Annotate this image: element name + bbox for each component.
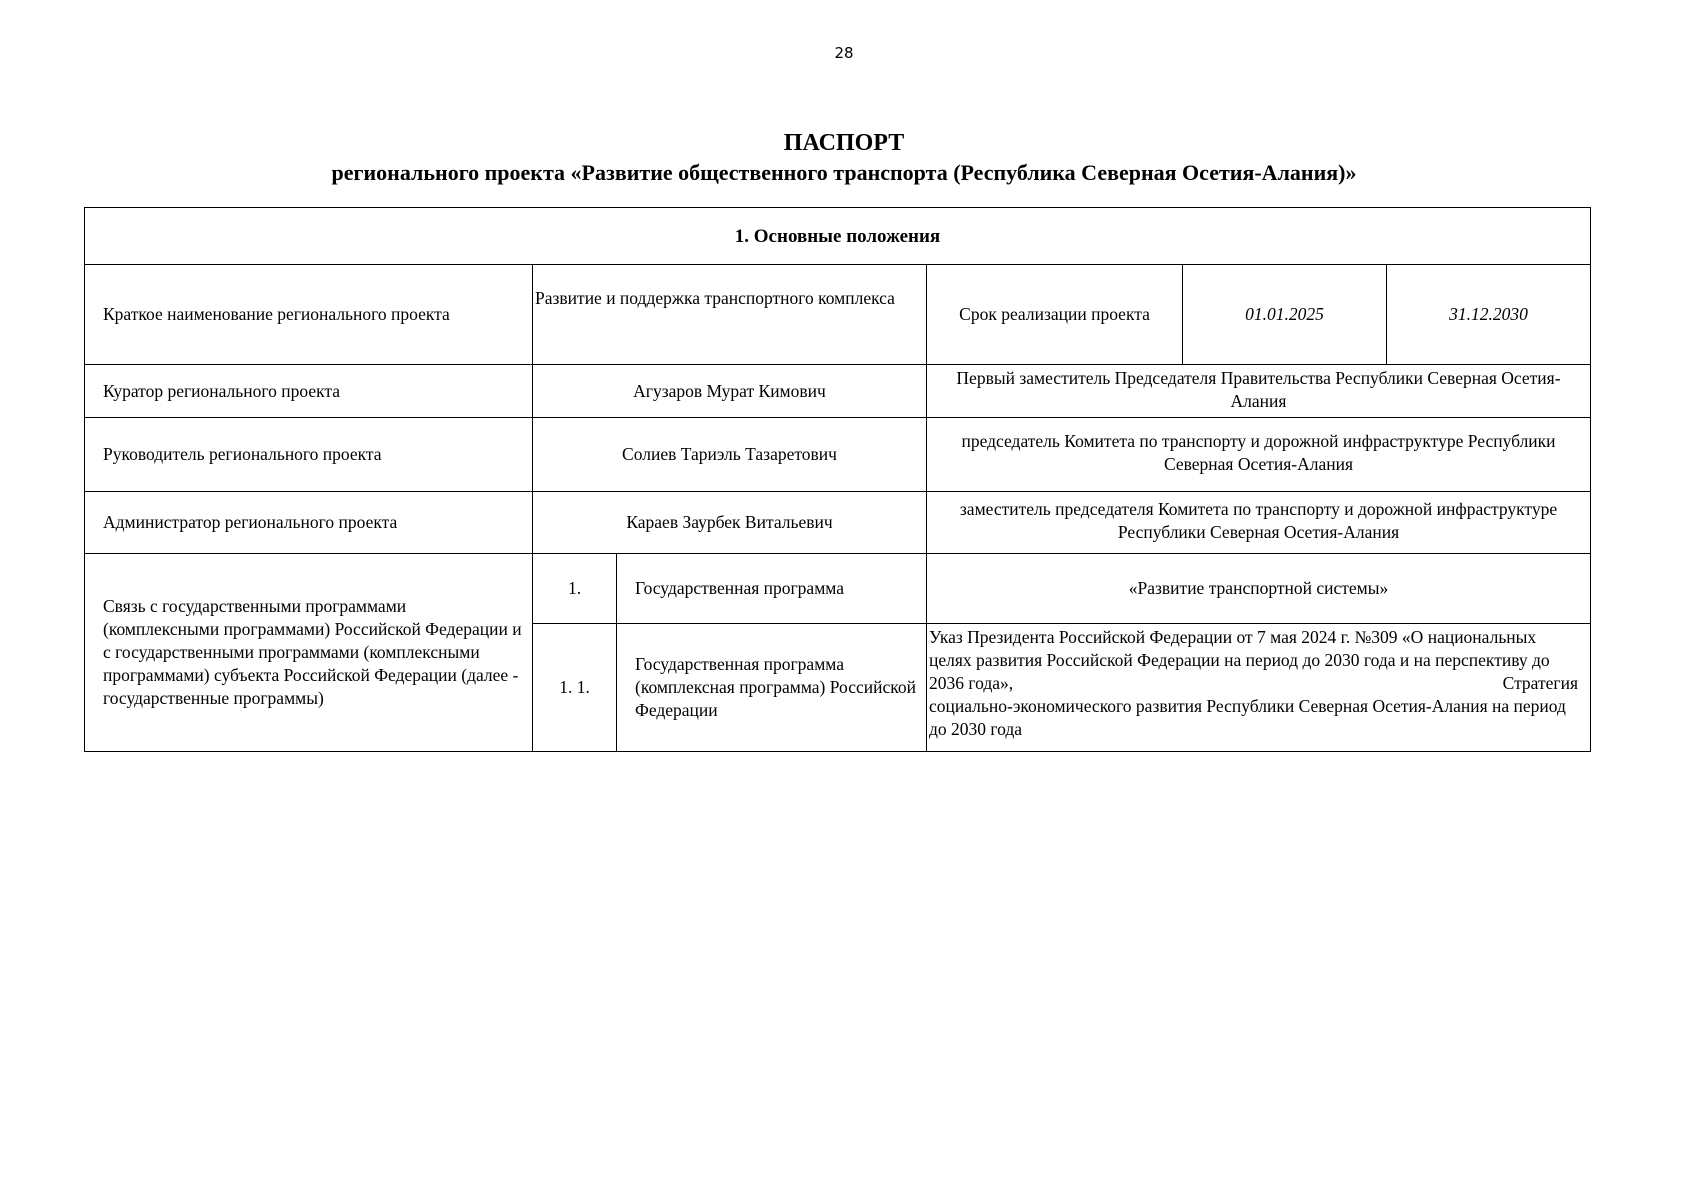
program-2-type: Государственная программа (комплексная программа) Российской Федерации [617,624,927,752]
document-title: ПАСПОРТ [783,130,905,156]
document-title-block [0,128,1688,188]
head-label: Руководитель регионального проекта [85,418,533,492]
short-name-value: Развитие и поддержка транспортного комплекса [533,265,927,365]
curator-name: Агузаров Мурат Кимович [533,365,927,418]
table-row-head [85,418,1591,492]
program-1-type: Государственная программа [617,554,927,624]
program-2-name [927,624,1591,752]
page-number: 28 [834,44,854,62]
table-row-section [85,208,1591,265]
curator-position: Первый заместитель Председателя Правительства Республики Северная Осетия-Алания [927,365,1591,418]
document-subtitle: регионального проекта «Развитие общественного транспорта (Республика Северная Осетия-Алания)» [331,160,1357,185]
table-row-curator [85,365,1591,418]
table-row-program-1 [85,554,1591,624]
administrator-position: заместитель председателя Комитета по транспорту и дорожной инфраструктуре Республики Северная Осетия-Алания [927,492,1591,554]
passport-table [84,207,1591,752]
program-1-num: 1. [533,554,617,624]
head-position: председатель Комитета по транспорту и дорожной инфраструктуре Республики Северная Осетия-Алания [927,418,1591,492]
end-date: 31.12.2030 [1387,265,1591,365]
program-2-name-part1: Указ Президента Российской Федерации от 7 мая 2024 г. №309 «О национальных целях развития Российской Федерации на период до 2030 года и на перспективу до 2036 года», [929,627,1550,693]
administrator-label: Администратор регионального проекта [85,492,533,554]
short-name-label: Краткое наименование регионального проекта [85,265,533,365]
head-name: Солиев Тариэль Тазаретович [533,418,927,492]
table-row-administrator [85,492,1591,554]
term-label: Срок реализации проекта [927,265,1183,365]
table-row-short-name [85,265,1591,365]
program-2-name-word: Стратегия [1502,673,1578,693]
start-date: 01.01.2025 [1183,265,1387,365]
program-1-name: «Развитие транспортной системы» [927,554,1591,624]
administrator-name: Караев Заурбек Витальевич [533,492,927,554]
program-2-name-part2: социально-экономического развития Республики Северная Осетия-Алания на период до 2030 года [929,696,1566,739]
programs-label: Связь с государственными программами (комплексными программами) Российской Федерации и с государственными программами (комплексными программами) субъекта Российской Федерации (далее - государственные программы) [85,554,533,752]
section-heading: 1. Основные положения [85,208,1591,265]
curator-label: Куратор регионального проекта [85,365,533,418]
program-2-num: 1. 1. [533,624,617,752]
